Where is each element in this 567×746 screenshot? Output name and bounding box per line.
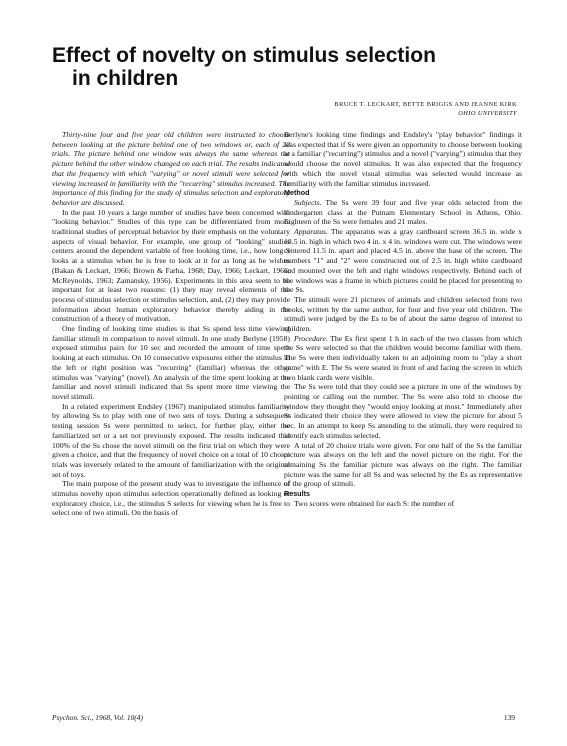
results-paragraph: Two scores were obtained for each S: the number of [294, 498, 455, 508]
stimuli-paragraph: The stimuli were 21 pictures of animals and children selected from two books, written by the same author, for four and five year old children. The stimuli were judged by the Es to be of about the same degree of interest to children. [284, 294, 522, 334]
procedure-paragraph [284, 334, 522, 383]
subjects-paragraph [284, 198, 522, 227]
journal-citation: Psychon. Sci., 1968, Vol. 10(4) [52, 713, 143, 722]
procedure-label: Procedure. [294, 333, 328, 343]
author-affiliation: OHIO UNIVERSITY [458, 110, 517, 117]
author-names: BRUCE T. LECKART, BETTE BRIGGS AND JEANNE KIRK [334, 101, 517, 108]
subjects-text: The Ss were 39 four and five year olds selected from the kindergarten class at the Putnam Elementary School in Athens, Ohio. Eighteen of the Ss were females and 21 males. [284, 197, 522, 227]
intro-paragraph-3: In a related experiment Endsley (1967) manipulated stimulus familiarity by allowing Ss to play with one of two sets of toys. During a subsequent testing session Ss were permitted to select, for further play, either the familiarized set or a set not previously exposed. The results indicated that 100% of the Ss chose the novel stimuli on the first trial on which they were given a choice, and that the frequency of novel choice on a total of 10 choice trials was inversely related to the amount of familiarization with the original set of toys. [52, 401, 290, 479]
intro-paragraph-2: One finding of looking time studies is that Ss spend less time viewing familiar stimuli in comparison to novel stimuli. In one study Berlyne (1958) exposed stimulus pairs for 10 sec and recorded the amount of time spent looking at each stimulus. On 10 consecutive exposures either the stimulus in the left or right position was "recurring" (familiar) whereas the other stimulus was "varying" (novel). An analysis of the time spent looking at the familiar and novel stimuli indicated that Ss spent more time viewing the novel stimuli. [52, 324, 290, 401]
abstract: Thirty-nine four and five year old children were instructed to choose between looking at the picture behind one of two windows or, each of 20 trials. The picture behind one window was always the same whereas the picture behind the other window changed on each trial. The results indicated that the frequency with which "varying" or novel stimuli were selected for viewing increased in familiarity with the "recurring" stimulus increased. The importance of this finding for the study of stimulus selection and exploratory behavior are discussed. [52, 130, 290, 207]
method-heading: Method [284, 188, 310, 198]
author-block [217, 100, 517, 118]
apparatus-label: Apparatus. [294, 227, 328, 237]
article-title-line-1: Effect of novelty on stimulus selection [52, 44, 436, 67]
intro-paragraph-1: In the past 10 years a large number of studies have been concerned with "looking behavior." Studies of this type can be differentiated from more traditional studies of perceptual behavior by their emphasis on the voluntary aspects of visual behavior. For example, one group of "looking" studies centers around the dependent variable of free looking time, i.e., how long S looks at a stimulus when he is free to look at it for as long as he wishes (Bakan & Leckart, 1966; Brown & Farha, 1968; Day, 1966; Leckart, 1966; McReynolds, 1963; Zamansky, 1956). Experiments in this area seem to be important for at least two reasons: (1) they may reveal elements of the process of stimulus selection or stimulus selection, and, (2) they may provide information about human exploratory behavior thereby aiding in the construction of a theory of motivation. [52, 207, 290, 324]
results-heading: Results [284, 489, 310, 499]
intro-paragraph-4: The main purpose of the present study was to investigate the influence of stimulus novelty upon stimulus selection operationally defined as looking or exploratory choice, i.e., the stimulus S selects for viewing when he is free to select one of two stimuli. On the basis of [52, 479, 290, 518]
procedure-text: The Es first spent 1 h in each of the two classes from which the Ss were selected so that the children would become familiar with them. The Ss were then individually taken to an adjoining room to "play a short game" with E. The Ss were seated in front of and facing the screen in which two blank cards were visible. [284, 333, 522, 382]
apparatus-text: The apparatus was a gray cardboard screen 36.5 in. wide x 18.5 in. high in which two 4 in. x 4 in. windows were cut. The windows were centered 11.5 in. apart and placed 4.5 in. above the base of the screen. The numbers "1" and "2" were constructed out of 2.5 in. high white cardboard and mounted over the left and right windows respectively. Behind each of the windows was a frame in which pictures could be placed for presenting to the Ss. [284, 227, 522, 295]
trials-paragraph: A total of 20 choice trials were given. For one half of the Ss the familiar picture was always on the left and the novel picture on the right. For the remaining Ss the familiar picture was always on the right. The familiar picture was the same for all Ss and was selected by the Es as representative of the group of stimuli. [284, 440, 522, 489]
article-title [52, 44, 522, 90]
game-paragraph: The Ss were told that they could see a picture in one of the windows by pointing or calling out the number. The Ss were also told to choose the window they thought they "would enjoy looking at most." Immediately after Ss indicated their choice they were allowed to view the picture for about 5 sec. In an attempt to keep Ss attending to the stimuli, they were required to identify each stimulus selected. [284, 382, 522, 440]
subjects-label: Subjects. [294, 197, 322, 207]
right-column [284, 130, 522, 508]
apparatus-paragraph [284, 227, 522, 295]
page-number: 139 [503, 713, 515, 722]
left-column [52, 130, 290, 518]
article-title-line-2: in children [72, 67, 179, 90]
intro-paragraph-5: Berlyne's looking time findings and Endsley's "play behavior" findings it was expected that if Ss were given an opportunity to choose between looking at a familiar ("recurring") stimulus and a novel ("varying") stimulus that they would choose the novel stimulus. It was also expected that the frequency with which the novel visual stimulus was selected would increase as familiarity with the familiar stimulus increased. [284, 130, 522, 188]
